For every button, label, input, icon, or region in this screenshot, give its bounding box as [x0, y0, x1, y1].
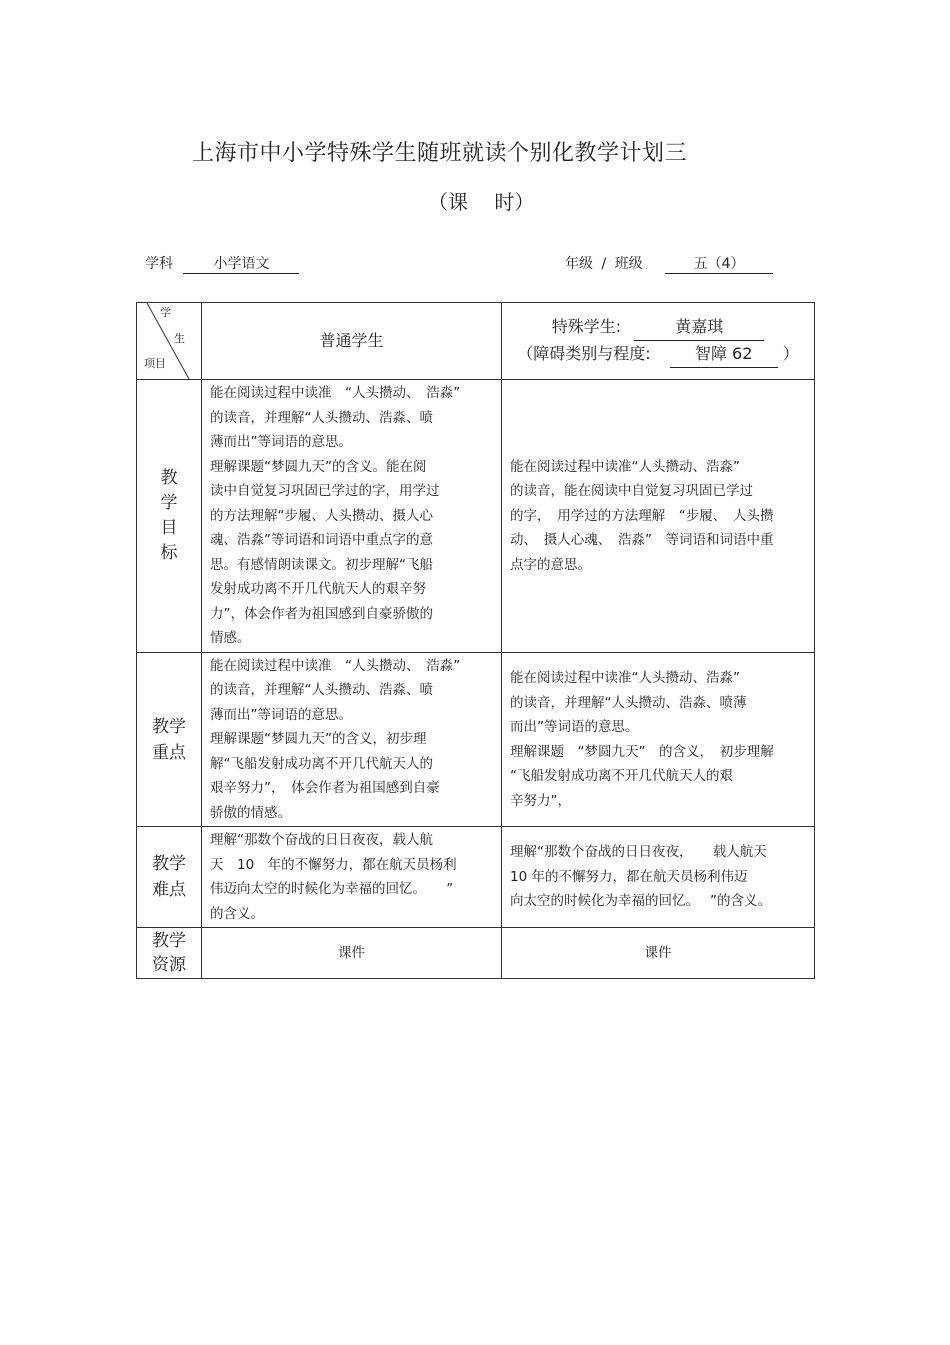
corner-sheng-label: 生: [174, 332, 185, 345]
special-difficulties-cell: 理解“那数个奋战的日日夜夜， 载人航天 10 年的不懈努力，都在航天员杨利伟迈 向太空的时候化为幸福的回忆。 ”的含义。: [502, 827, 815, 928]
table-row: [137, 653, 815, 827]
subject-field: [145, 253, 299, 274]
normal-key-points-cell: 能在阅读过程中读准 “人头攒动、 浩淼” 的读音，并理解“人头攒动、浩淼、喷 薄而出”等词语的意思。 理解课题“梦圆九天”的含义，初步理 解“飞船发射成功离不开几代航天人的 艰辛努力”， 体会作者为祖国感到自豪 骄傲的情感。: [202, 653, 502, 827]
grade-label: 年级 / 班级: [565, 256, 643, 272]
grade-field: [565, 253, 773, 274]
table-row: [137, 380, 815, 653]
special-key-points-cell: 能在阅读过程中读准“人头攒动、浩淼” 的读音，并理解“人头攒动、浩淼、喷薄 而出”等词语的意思。 理解课题 “梦圆九天” 的含义， 初步理解 “飞船发射成功离不开几代航天人的艰 辛努力”，: [502, 653, 815, 827]
grade-value: 五（4）: [665, 253, 773, 274]
subject-value: 小学语文: [183, 253, 299, 274]
special-goals-cell: 能在阅读过程中读准“人头攒动、浩淼” 的读音，能在阅读中自觉复习巩固已学过 的字， 用学过的方法理解 “步履、 人头攒 动、 摄人心魂、 浩淼” 等词语和词语中重 点字的意思。: [502, 380, 815, 653]
normal-resources-cell: 课件: [202, 928, 502, 979]
row-label-key-points: 教学 重点: [137, 653, 202, 827]
disability-close: ）: [782, 344, 799, 363]
corner-cell: [137, 303, 202, 380]
plan-table: [136, 302, 815, 979]
disability-label: （障碍类别与程度:: [517, 344, 651, 363]
normal-difficulties-cell: 理解“那数个奋战的日日夜夜，载人航 天 10 年的不懈努力，都在航天员杨利 伟迈向太空的时候化为幸福的回忆。 ” 的含义。: [202, 827, 502, 928]
normal-student-header: 普通学生: [202, 303, 502, 380]
row-label-resources: 教学 资源: [137, 928, 202, 979]
normal-goals-cell: 能在阅读过程中读准 “人头攒动、 浩淼” 的读音，并理解“人头攒动、浩淼、喷 薄而出”等词语的意思。 理解课题“梦圆九天”的含义。能在阅 读中自觉复习巩固已学过的字，用学过 的方法理解“步履、人头攒动、摄人心 魂、浩淼”等词语和词语中重点字的意 思。有感情朗读课文。初步理解“飞船 发射成功离不开几代航天人的艰辛努 力”，体会作者为祖国感到自豪骄傲的 情感。: [202, 380, 502, 653]
table-row: [137, 928, 815, 979]
disability-value: 智障 62: [670, 341, 778, 368]
table-header-row: [137, 303, 815, 380]
special-student-label: 特殊学生:: [551, 317, 622, 336]
special-student-name: 黄嘉琪: [634, 314, 764, 341]
row-label-difficulties: 教学 难点: [137, 827, 202, 928]
special-resources-cell: 课件: [502, 928, 815, 979]
corner-student-label: 学: [160, 306, 171, 319]
row-label-goals: 教 学 目 标: [137, 380, 202, 653]
document-title: 上海市中小学特殊学生随班就读个别化教学计划三: [192, 141, 688, 166]
document-subtitle: （课 时）: [428, 190, 535, 214]
special-student-header: [502, 303, 815, 380]
subject-label: 学科: [145, 256, 173, 272]
corner-item-label: 项目: [144, 357, 166, 370]
table-row: [137, 827, 815, 928]
